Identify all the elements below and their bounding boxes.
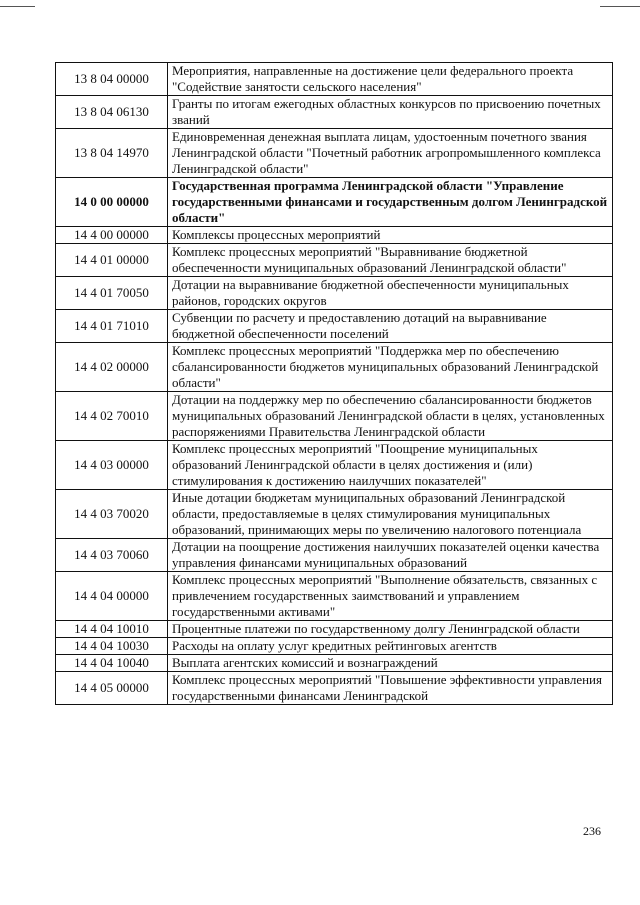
row-name-cell: Субвенции по расчету и предоставлению дотаций на выравнивание бюджетной обеспеченности поселений: [168, 310, 613, 343]
row-code-cell: 14 4 03 70060: [56, 539, 168, 572]
row-name-cell: Комплекс процессных мероприятий "Повышение эффективности управления государственными финансами Ленинградской: [168, 672, 613, 705]
table-row: [56, 672, 613, 705]
row-code-cell: 14 0 00 00000: [56, 178, 168, 227]
row-code-cell: 13 8 04 06130: [56, 96, 168, 129]
table-row: [56, 129, 613, 178]
row-name-cell: Комплекс процессных мероприятий "Поощрение муниципальных образований Ленинградской области в целях достижения и (или) стимулирования к достижению наилучших показателей": [168, 441, 613, 490]
row-code-cell: 13 8 04 14970: [56, 129, 168, 178]
row-name-cell: Комплекс процессных мероприятий "Выполнение обязательств, связанных с привлечением государственных заимствований и управлением государственными активами": [168, 572, 613, 621]
row-name-cell: Комплексы процессных мероприятий: [168, 227, 613, 244]
row-code-cell: 14 4 03 00000: [56, 441, 168, 490]
row-code-cell: 14 4 01 71010: [56, 310, 168, 343]
table-row: [56, 310, 613, 343]
budget-classification-table: [55, 62, 613, 705]
row-code-cell: 13 8 04 00000: [56, 63, 168, 96]
row-name-cell: Иные дотации бюджетам муниципальных образований Ленинградской области, предоставляемые в целях стимулирования муниципальных образований, принимающих меры по увеличению налогового потенциала: [168, 490, 613, 539]
row-name-cell: Дотации на поощрение достижения наилучших показателей оценки качества управления финансами муниципальных образований: [168, 539, 613, 572]
table-row: [56, 277, 613, 310]
page-number: 236: [583, 824, 601, 838]
row-name-cell: Мероприятия, направленные на достижение цели федерального проекта "Содействие занятости сельского населения": [168, 63, 613, 96]
table-row: [56, 343, 613, 392]
row-code-cell: 14 4 03 70020: [56, 490, 168, 539]
row-name-cell: Дотации на поддержку мер по обеспечению сбалансированности бюджетов муниципальных образований Ленинградской области в целях, установленных распоряжениями Правительства Ленинградской области: [168, 392, 613, 441]
table-row: [56, 244, 613, 277]
row-name-cell: Выплата агентских комиссий и вознаграждений: [168, 655, 613, 672]
row-code-cell: 14 4 00 00000: [56, 227, 168, 244]
top-edge-line-left: [0, 6, 35, 7]
table-row: [56, 621, 613, 638]
table-row: [56, 638, 613, 655]
row-name-cell: Единовременная денежная выплата лицам, удостоенным почетного звания Ленинградской области "Почетный работник агропромышленного комплекса Ленинградской области": [168, 129, 613, 178]
row-code-cell: 14 4 04 00000: [56, 572, 168, 621]
row-name-cell: Процентные платежи по государственному долгу Ленинградской области: [168, 621, 613, 638]
row-code-cell: 14 4 01 70050: [56, 277, 168, 310]
row-code-cell: 14 4 04 10040: [56, 655, 168, 672]
row-code-cell: 14 4 02 70010: [56, 392, 168, 441]
table-row: [56, 178, 613, 227]
table-row: [56, 227, 613, 244]
table-row: [56, 572, 613, 621]
row-code-cell: 14 4 01 00000: [56, 244, 168, 277]
table-body: [56, 63, 613, 705]
row-name-cell: Дотации на выравнивание бюджетной обеспеченности муниципальных районов, городских округов: [168, 277, 613, 310]
row-name-cell: Комплекс процессных мероприятий "Поддержка мер по обеспечению сбалансированности бюджетов муниципальных образований Ленинградской области": [168, 343, 613, 392]
top-edge-line-right: [600, 6, 640, 7]
row-name-cell: Расходы на оплату услуг кредитных рейтинговых агентств: [168, 638, 613, 655]
table-row: [56, 655, 613, 672]
row-code-cell: 14 4 05 00000: [56, 672, 168, 705]
table-row: [56, 96, 613, 129]
table-row: [56, 63, 613, 96]
row-name-cell: Комплекс процессных мероприятий "Выравнивание бюджетной обеспеченности муниципальных образований Ленинградской области": [168, 244, 613, 277]
row-code-cell: 14 4 02 00000: [56, 343, 168, 392]
table-row: [56, 392, 613, 441]
table-row: [56, 539, 613, 572]
row-name-cell: Гранты по итогам ежегодных областных конкурсов по присвоению почетных званий: [168, 96, 613, 129]
row-name-cell: Государственная программа Ленинградской области "Управление государственными финансами и государственным долгом Ленинградской области": [168, 178, 613, 227]
row-code-cell: 14 4 04 10030: [56, 638, 168, 655]
row-code-cell: 14 4 04 10010: [56, 621, 168, 638]
table-row: [56, 441, 613, 490]
table-row: [56, 490, 613, 539]
